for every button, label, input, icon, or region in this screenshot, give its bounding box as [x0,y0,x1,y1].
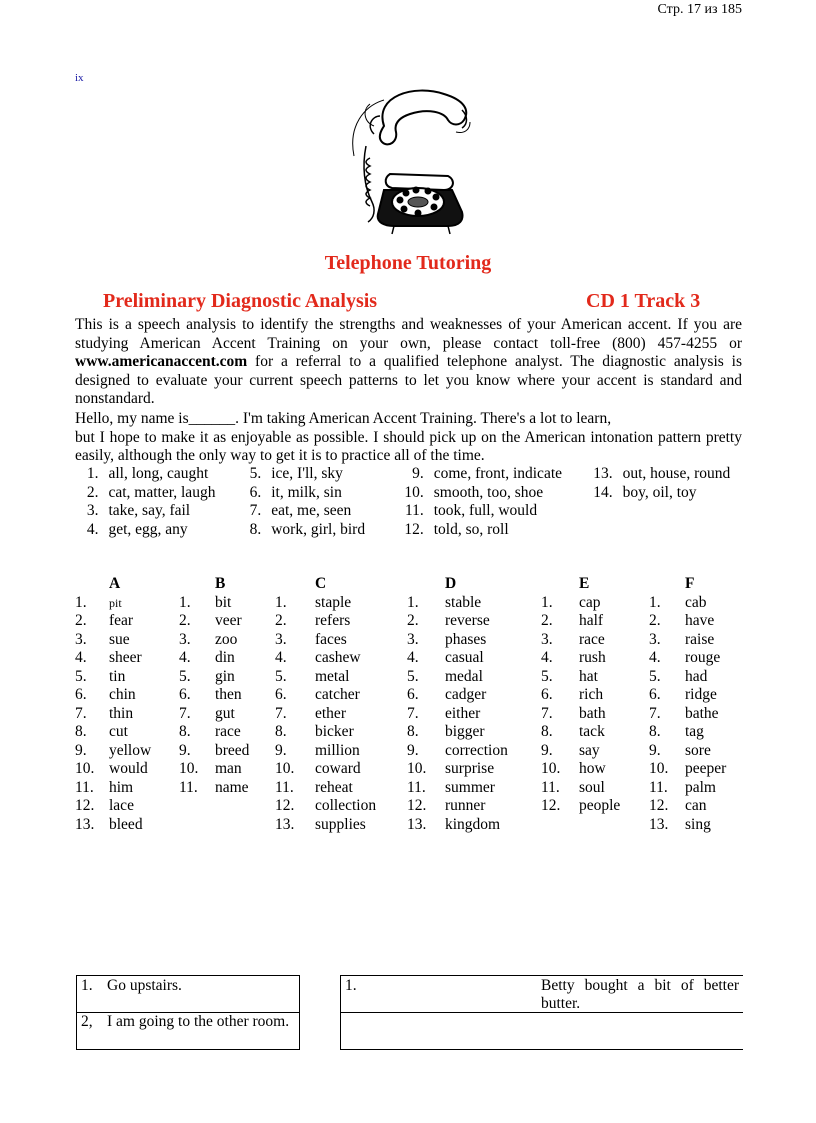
word-number: 12. [75,797,95,814]
header-spacer [407,575,445,594]
word-number: 6. [75,686,87,703]
header-spacer [275,575,315,594]
word-row [75,668,742,687]
word-number: 5. [541,667,553,685]
word-number: 6. [275,686,287,703]
sentence-text: Betty bought a bit of better butter. [541,977,739,1012]
word-number: 1. [275,593,287,611]
word-cell [579,816,649,835]
vowel-words: come, front, indicate [433,465,563,482]
vowel-words: work, girl, bird [271,520,366,538]
word-number: 12. [541,797,561,814]
header-spacer [75,575,109,594]
sentence-number: 2, [81,1013,93,1030]
item-number: 2. [86,483,99,501]
word-cell: sing [685,815,711,833]
word-number: 10. [75,760,95,777]
word-cell: bathe [685,704,719,722]
header-spacer [179,575,215,594]
word-cell: catcher [315,686,360,703]
word-cell: raise [685,630,715,648]
word-cell: ridge [685,686,717,703]
word-row [75,742,742,761]
intro-paragraph [75,316,742,409]
word-cell: staple [315,593,352,611]
word-cell: then [215,686,242,703]
word-cell: bigger [445,723,485,740]
word-number: 4. [541,649,553,666]
column-header: A [109,575,121,592]
word-row [75,631,742,650]
word-number: 1. [649,593,661,611]
word-cell: faces [315,630,347,648]
vowel-words [623,502,742,521]
sentence-row [341,976,743,1013]
telephone-illustration [344,86,472,236]
word-cell: metal [315,667,350,685]
item-number: 6. [249,483,262,501]
word-cell: correction [445,741,508,759]
word-number: 7. [407,704,419,722]
word-number: 10. [541,760,561,777]
word-number: 1. [179,593,191,611]
vowel-words: all, long, caught [108,465,209,482]
vowel-words [623,521,742,540]
word-number: 2. [75,612,87,629]
word-number: 3. [179,630,191,648]
word-number: 13. [75,815,95,833]
vowel-words: out, house, round [622,465,731,482]
website-link[interactable]: www.americanaccent.com [75,353,248,370]
word-cell [215,816,275,835]
word-cell: fear [109,612,134,629]
word-number: 5. [407,667,419,685]
word-number: 2. [407,612,419,629]
vowel-words: it, milk, sin [271,483,342,501]
word-cell: bit [215,593,232,611]
word-number: 4. [275,649,287,666]
item-number: 14. [593,483,613,501]
column-header: E [579,575,590,592]
word-number: 9. [541,741,553,759]
word-number: 2. [541,612,553,629]
word-number: 7. [275,704,287,722]
word-number: 11. [275,778,294,796]
item-number [591,502,623,521]
word-cell: veer [215,612,242,629]
word-number: 8. [407,723,419,740]
word-number: 9. [75,741,87,759]
word-row [75,649,742,668]
vowel-words: cat, matter, laugh [108,483,216,501]
item-number: 10. [404,483,424,501]
page-title: Telephone Tutoring [324,252,492,274]
sentence-number: 1. [81,977,93,994]
word-number: 3. [541,630,553,648]
word-cell: sue [109,630,130,648]
word-number: 13. [275,815,295,833]
word-number: 8. [179,723,191,740]
word-number: 8. [649,723,661,740]
word-cell: million [315,741,360,759]
word-cell: reverse [445,612,490,629]
word-number: 7. [541,704,553,722]
word-cell: coward [315,760,361,777]
vowel-words: boy, oil, toy [622,483,697,501]
word-cell: gin [215,667,235,685]
word-number: 7. [179,704,191,722]
word-number: 7. [75,704,87,722]
word-cell: tack [579,723,605,740]
header-spacer [541,575,579,594]
word-cell: summer [445,778,495,796]
word-cell: bath [579,704,606,722]
word-number: 9. [407,741,419,759]
roman-page-number: ix [75,72,84,84]
item-number [591,521,623,540]
vowel-row [75,502,742,521]
item-number: 9. [412,465,424,482]
item-number: 3. [86,502,99,519]
vowel-words: take, say, fail [108,502,191,519]
vowel-words: smooth, too, shoe [433,483,544,501]
word-cell: zoo [215,630,238,648]
word-cell: tin [109,667,126,685]
word-number: 5. [649,667,661,685]
intro-text-part1: This is a speech analysis to identify the strengths and weaknesses of your American accent. If you are studying American Accent Training on your own, please contact toll-free (800) 457-4255 or [75,316,742,352]
word-number: 1. [407,593,419,611]
word-number: 7. [649,704,661,722]
word-number: 11. [541,778,560,796]
word-cell: cut [109,723,128,740]
word-number: 13. [407,815,427,833]
sentence-number: 1. [345,977,357,994]
word-number: 10. [275,760,295,777]
word-cell: cab [685,593,707,611]
word-row [75,816,742,835]
word-row [75,779,742,798]
word-cell: peeper [685,760,727,777]
word-cell: either [445,704,481,722]
word-cell: palm [685,778,716,796]
word-number [179,816,215,835]
item-number: 4. [86,520,99,538]
word-number [541,816,579,835]
word-cell: bicker [315,723,354,740]
word-number: 12. [649,797,669,814]
word-cell: runner [445,797,486,814]
word-cell: kingdom [445,815,501,833]
word-cell: thin [109,704,134,722]
word-cell: ether [315,704,346,722]
word-cell: have [685,612,715,629]
word-cell: how [579,760,606,777]
item-number: 7. [249,502,262,519]
word-columns-table [75,575,742,834]
word-cell: man [215,760,242,777]
word-number: 4. [179,649,191,666]
word-number: 10. [407,760,427,777]
word-cell: rich [579,686,604,703]
vowel-row [75,521,742,540]
page-indicator: Стр. 17 из 185 [657,2,742,17]
word-cell [215,797,275,816]
word-row [75,705,742,724]
word-number: 6. [179,686,191,703]
word-number: 10. [649,760,669,777]
word-number: 3. [407,630,419,648]
passage-line-1: Hello, my name is______. I'm taking American Accent Training. There's a lot to learn, [75,410,612,427]
word-number: 8. [541,723,553,740]
sentence-box-left [76,975,300,1050]
word-number: 3. [75,630,87,648]
word-number: 2. [649,612,661,629]
word-number: 1. [75,593,87,611]
word-number: 6. [649,686,661,703]
item-number: 12. [404,520,424,538]
word-cell: sheer [109,649,142,666]
sentence-row-empty [341,1013,743,1050]
word-cell: chin [109,686,136,703]
word-row [75,760,742,779]
word-number: 5. [179,667,191,685]
word-number: 10. [179,760,199,777]
word-cell: din [215,649,235,666]
reading-passage [75,410,742,466]
word-number: 3. [649,630,661,648]
item-number: 1. [86,465,99,482]
word-cell: race [215,723,241,740]
word-cell: gut [215,704,235,722]
word-number: 9. [275,741,287,759]
word-number: 11. [407,778,426,796]
vowel-row [75,465,742,484]
word-row [75,797,742,816]
word-cell: rouge [685,649,721,666]
column-header: D [445,575,457,592]
word-number: 8. [75,723,87,740]
word-cell: breed [215,741,250,759]
word-number: 5. [75,667,87,685]
word-row [75,612,742,631]
word-number: 11. [649,778,668,796]
word-cell: refers [315,612,351,629]
vowel-words: took, full, would [433,502,538,519]
item-number: 13. [593,465,613,482]
word-cell: would [109,760,148,777]
word-cell: soul [579,778,605,796]
word-cell: had [685,667,708,685]
word-number: 3. [275,630,287,648]
word-number: 6. [407,686,419,703]
word-number: 12. [275,797,295,814]
word-cell: yellow [109,741,152,759]
word-cell: him [109,778,134,796]
passage-line-2: but I hope to make it as enjoyable as possible. I should pick up on the American intonation pattern pretty easily, although the only way to get it is to practice all of the time. [75,428,742,464]
word-row [75,594,742,613]
word-row [75,723,742,742]
column-header: B [215,575,226,592]
sentence-row [77,1013,299,1050]
word-number: 2. [275,612,287,629]
vowel-words: get, egg, any [108,520,188,538]
vowel-words: told, so, roll [433,520,509,538]
word-cell: people [579,797,621,814]
vowel-words: ice, I'll, sky [271,465,343,482]
item-number: 8. [249,520,262,538]
word-number: 9. [649,741,661,759]
word-number: 11. [75,778,94,796]
word-cell: hat [579,667,598,685]
word-number: 4. [407,649,419,666]
word-number: 2. [179,612,191,629]
word-cell: cashew [315,649,361,666]
word-cell: casual [445,649,484,666]
word-cell: bleed [109,815,143,833]
cd-track-label: CD 1 Track 3 [586,290,701,312]
word-cell: rush [579,649,606,666]
vowel-sound-table [75,465,742,539]
word-number: 9. [179,741,191,759]
word-number: 5. [275,667,287,685]
word-number: 4. [649,649,661,666]
word-number: 12. [407,797,427,814]
sentence-box-right [340,975,743,1050]
word-number: 1. [541,593,553,611]
intro-text-part2: for a referral to a qualified telephone analyst. The diagnostic analysis is designed to evaluate your current speech patterns to let you know where your accent is standard and nonstandard. [75,353,742,407]
word-number [179,797,215,816]
word-cell: can [685,797,707,814]
vowel-words: eat, me, seen [271,502,352,519]
word-cell: race [579,630,605,648]
word-cell: lace [109,797,134,814]
word-number: 8. [275,723,287,740]
sentence-row [77,976,299,1013]
word-cell: phases [445,630,487,648]
word-cell: cap [579,593,601,611]
word-cell: name [215,778,249,796]
word-cell: reheat [315,778,353,796]
word-cell: stable [445,593,482,611]
vowel-row [75,484,742,503]
word-cell: collection [315,797,377,814]
word-cell: sore [685,741,711,759]
word-cell: cadger [445,686,487,703]
word-cell: medal [445,667,483,685]
sentence-text: Go upstairs. [107,977,182,994]
header-spacer [649,575,685,594]
column-header: F [685,575,695,592]
section-heading: Preliminary Diagnostic Analysis [103,290,378,312]
word-cell: say [579,741,600,759]
word-cell: tag [685,723,704,740]
word-number: 6. [541,686,553,703]
word-cell: surprise [445,760,495,777]
word-cell: supplies [315,815,366,833]
item-number: 11. [404,502,424,519]
column-header: C [315,575,327,592]
word-cell: half [579,612,604,629]
word-number: 13. [649,815,669,833]
word-number: 4. [75,649,87,666]
sentence-text: I am going to the other room. [107,1013,290,1030]
word-row [75,686,742,705]
item-number: 5. [249,465,262,482]
word-cell: pit [109,595,122,610]
word-number: 11. [179,778,198,796]
